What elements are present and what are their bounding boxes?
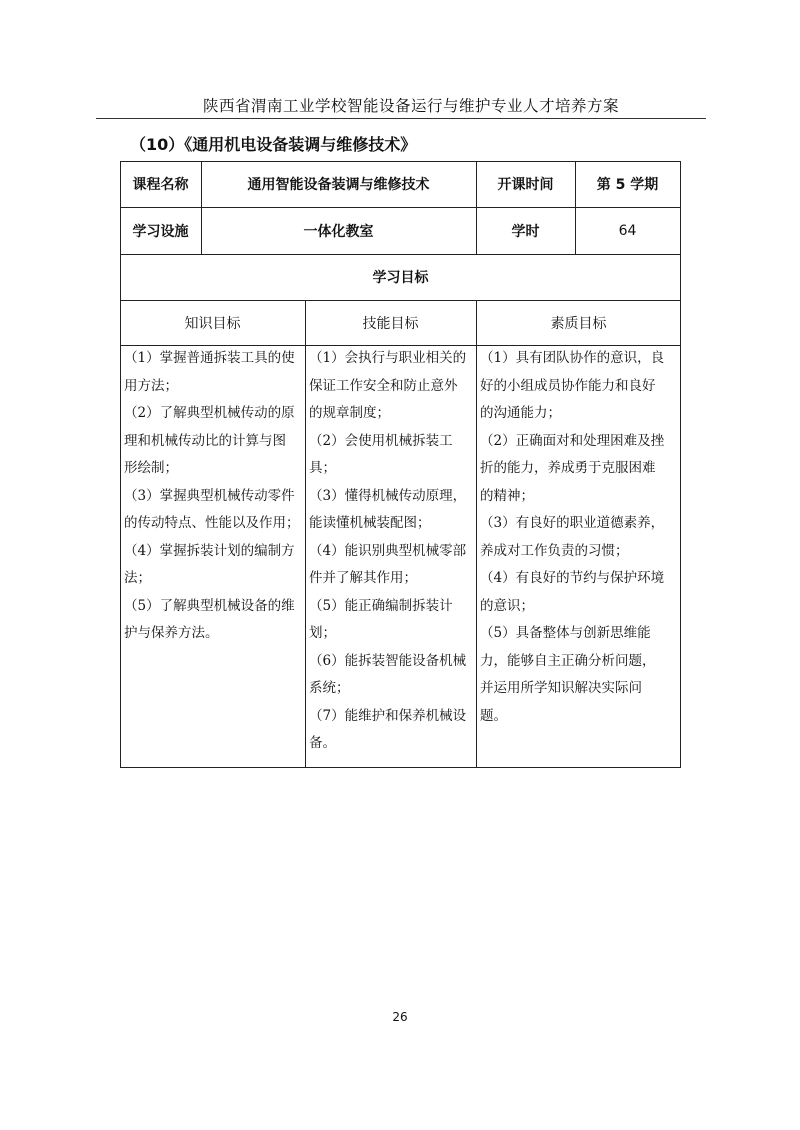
knowledge-objective-line: （5）了解典型机械设备的维 [124,597,295,614]
quality-objective-line: （2）正确面对和处理困难及挫 [480,432,665,449]
knowledge-objective-line: 理和机械传动比的计算与图 [124,432,286,449]
skill-objective-line: 的规章制度； [309,405,390,421]
skill-objective-line: 系统； [309,680,350,696]
quality-objectives-list [477,345,680,730]
skill-objective-line: 具； [309,460,336,476]
course-table [120,161,681,768]
skill-objective-line: （7）能维护和保养机械设 [309,707,467,724]
skill-objective-line: （2）会使用机械拆装工 [309,432,453,449]
knowledge-objective-line: （4）掌握拆装计划的编制方 [124,542,295,559]
skill-objective-line: 能读懂机械装配图； [309,515,431,531]
quality-objectives-header: 素质目标 [550,315,607,332]
skill-objectives-list [306,345,476,758]
knowledge-objective-line: 护与保养方法。 [124,625,219,641]
header-rule [96,118,706,119]
page-number: 26 [392,1010,408,1024]
objectives-title: 学习目标 [372,270,429,286]
knowledge-objective-line: （1）掌握普通拆装工具的使 [124,350,295,366]
skill-objectives-header: 技能目标 [362,315,419,332]
skill-objective-line: （5）能正确编制拆装计 [309,597,453,614]
quality-objective-line: 力，能够自主正确分析问题， [480,652,656,669]
knowledge-objectives-list [121,345,305,648]
quality-objective-line: 的沟通能力； [480,405,561,421]
quality-objective-line: 好的小组成员协作能力和良好 [480,377,656,394]
hours-value: 64 [618,222,637,239]
knowledge-objective-line: 用方法； [124,377,178,394]
label-hours: 学时 [511,223,540,240]
quality-objective-line: 并运用所学知识解决实际问 [480,680,642,696]
knowledge-objective-line: （3）掌握典型机械传动零件 [124,487,295,504]
document-header: 陕西省渭南工业学校智能设备运行与维护专业人才培养方案 [202,97,619,115]
skill-objective-line: 备。 [309,735,336,751]
quality-objective-line: （5）具备整体与创新思维能 [480,625,651,641]
skill-objective-line: 划； [309,625,336,641]
label-term: 开课时间 [497,177,554,193]
skill-objective-line: （6）能拆装智能设备机械 [309,652,467,669]
knowledge-objective-line: （2）了解典型机械传动的原 [124,405,295,421]
quality-objective-line: （1）具有团队协作的意识，良 [480,350,665,366]
knowledge-objective-line: 的传动特点、性能以及作用； [124,515,300,531]
quality-objective-line: （4）有良好的节约与保护环境 [480,570,665,586]
quality-objective-line: （3）有良好的职业道德素养， [480,515,665,531]
section-title: （10）《通用机电设备装调与维修技术》 [130,135,417,154]
knowledge-objectives-header: 知识目标 [184,315,241,332]
skill-objective-line: 件并了解其作用； [309,570,417,586]
skill-objective-line: （1）会执行与职业相关的 [309,350,467,366]
term-value: 第 5 学期 [596,177,659,193]
facility-value: 一体化教室 [303,223,374,240]
quality-objective-line: 折的能力，养成勇于克服困难 [480,460,656,476]
quality-objective-line: 养成对工作负责的习惯； [480,542,629,559]
quality-objective-line: 的精神； [480,487,534,504]
knowledge-objective-line: 法； [124,570,151,586]
table-border-right [680,161,681,768]
label-course-name: 课程名称 [132,177,189,193]
skill-objective-line: （4）能识别典型机械零部 [309,542,467,559]
table-border-bottom [120,767,681,768]
skill-objective-line: 保证工作安全和防止意外 [309,377,458,394]
label-facility: 学习设施 [132,223,189,240]
course-name: 通用智能设备装调与维修技术 [247,177,430,193]
skill-objective-line: （3）懂得机械传动原理， [309,487,467,504]
quality-objective-line: 题。 [480,707,507,724]
knowledge-objective-line: 形绘制； [124,460,178,476]
quality-objective-line: 的意识； [480,597,534,614]
